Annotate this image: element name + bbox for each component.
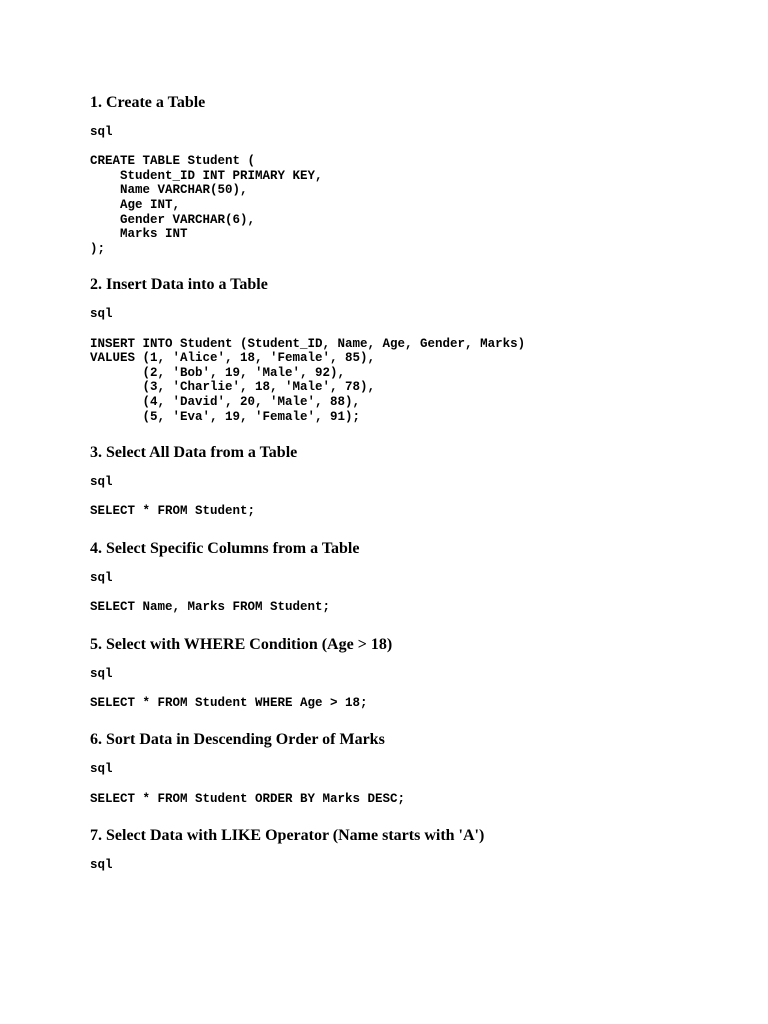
section-select-like <box>90 825 730 873</box>
section-heading: 7. Select Data with LIKE Operator (Name starts with 'A') <box>90 827 485 845</box>
code-block: SELECT * FROM Student WHERE Age > 18; <box>90 695 368 710</box>
section-select-columns <box>90 538 730 615</box>
section-select-all <box>90 442 730 519</box>
section-insert-data <box>90 274 730 424</box>
section-create-table <box>90 92 730 256</box>
code-language-label: sql <box>90 570 113 585</box>
code-language-label: sql <box>90 666 113 681</box>
section-sort-desc <box>90 729 730 806</box>
code-block: INSERT INTO Student (Student_ID, Name, Age, Gender, Marks) VALUES (1, 'Alice', 18, 'Female', 85), (2, 'Bob', 19, 'Male', 92), (3, 'Charlie', 18, 'Male', 78), (4, 'David', 20, 'Male', 88), (5, 'Eva', 19, 'Female', 91); <box>90 336 526 424</box>
section-heading: 2. Insert Data into a Table <box>90 276 268 294</box>
code-language-label: sql <box>90 307 113 322</box>
code-language-label: sql <box>90 858 113 873</box>
section-heading: 6. Sort Data in Descending Order of Marks <box>90 731 385 749</box>
code-block: SELECT * FROM Student ORDER BY Marks DESC; <box>90 791 406 806</box>
code-language-label: sql <box>90 125 113 139</box>
code-block: SELECT Name, Marks FROM Student; <box>90 600 331 615</box>
code-language-label: sql <box>90 475 113 490</box>
section-heading: 1. Create a Table <box>90 94 206 111</box>
section-heading: 3. Select All Data from a Table <box>90 444 298 462</box>
section-heading: 4. Select Specific Columns from a Table <box>90 539 360 557</box>
section-select-where <box>90 634 730 711</box>
code-block: CREATE TABLE Student ( Student_ID INT PRIMARY KEY, Name VARCHAR(50), Age INT, Gender VARCHAR(6), Marks INT ); <box>90 154 323 256</box>
code-language-label: sql <box>90 762 113 777</box>
code-block: SELECT * FROM Student; <box>90 504 256 519</box>
section-heading: 5. Select with WHERE Condition (Age > 18) <box>90 635 393 653</box>
document-page <box>90 92 730 887</box>
